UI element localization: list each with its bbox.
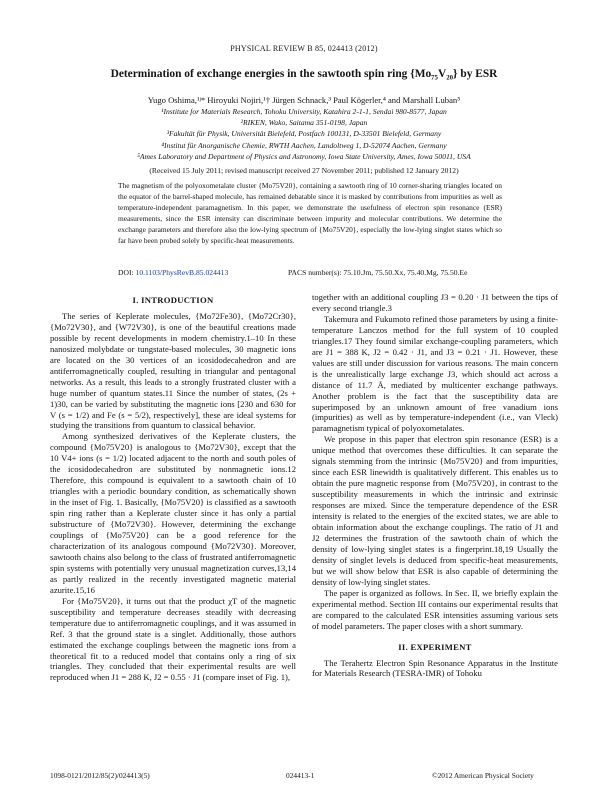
journal-header: PHYSICAL REVIEW B 85, 024413 (2012) [230, 44, 378, 53]
affiliation: ⁵Ames Laboratory and Department of Physics and Astronomy, Iowa State University, Ames, Iowa 50011, USA [137, 152, 471, 161]
footer-page-number: 024413-1 [286, 771, 315, 780]
paragraph: Among synthesized derivatives of the Keplerate clusters, the compound {Mo75V20} is analogous to {Mo72V30}, except that the 10 V4+ ions (s = 1/2) located adjacent to the north and south poles of the icosidodecahedron are substituted by nonmagnetic ions.12 Therefore, this compound is equivalent to a sawtooth chain of 10 triangles with a periodic boundary condition, as schematically shown in the inset of Fig. 1. Basically, {Mo75V20} is classified as a sawtooth spin ring rather than a Keplerate cluster since it has only a partial substructure of {Mo72V30}. However, determining the exchange couplings of {Mo75V20} can be a good reference for the characterization of its analogous compound {Mo72V30}. Moreover, sawtooth chains also belong to the class of frustrated antiferromagnetic spin systems with potentially very unusual magnetization curves,13,14 as partly realized in the recently investigated magnetic material azurite.15,16 [50, 431, 296, 595]
paragraph: The Terahertz Electron Spin Resonance Apparatus in the Institute for Materials Research (TESRA-IMR) of Tohoku [312, 657, 558, 679]
left-column [50, 292, 296, 683]
abstract: The magnetism of the polyoxometalate cluster {Mo75V20}, containing a sawtooth ring of 10 corner-sharing triangles located on the equator of the barrel-shaped molecule, has remained debatable since it is masked by contributions from impurities as well as temperature-independent paramagnetism. In this paper, we demonstrate the usefulness of electron spin resonance (ESR) measurements, since the ESR intensity can discriminate between impurity and molecular contributions. We determine the exchange parameters and therefore also the low-lying spectrum of {Mo75V20}, especially the low-lying singlet states which so far have been probed solely by specific-heat measurements. [118, 181, 502, 245]
paragraph: The paper is organized as follows. In Sec. II, we briefly explain the experimental method. Section III contains our experimental results that are compared to the calculated ESR intensities assuming various sets of model parameters. The paper closes with a short summary. [312, 587, 558, 631]
footer-copyright: ©2012 American Physical Society [432, 771, 534, 780]
section-heading: I. INTRODUCTION [132, 295, 214, 305]
paragraph: Takemura and Fukumoto refined those parameters by using a finite-temperature Lanczos method for the full system of 10 coupled triangles.17 They found similar exchange-coupling parameters, which are J1 = 388 K, J2 = 0.42 · J1, and J3 = 0.21 · J1. However, these values are still under discussion for various reasons. The main concern is the unrealistically large exchange J3, which should act across a distance of 11.7 Å, mediated by multicenter exchange pathways. Another problem is the fact that the susceptibility data are superimposed by an unknown amount of free vanadium ions (impurities) as well as by temperature-independent (i.e., van Vleck) paramagnetism typical of polyoxometalates. [312, 313, 558, 434]
section-heading: II. EXPERIMENT [398, 641, 472, 652]
footer-issn: 1098-0121/2012/85(2)/024413(5) [50, 771, 150, 780]
paragraph: The series of Keplerate molecules, {Mo72Fe30}, {Mo72Cr30}, {Mo72V30}, and {W72V30}, is one of the beautiful creations made possible by recent developments in modern chemistry.1–10 In these nanosized molybdate or tungstate-based molecules, 30 magnetic ions are located on the 30 vertices of an icosidodecahedron and are antiferromagnetically coupled, resulting in triangular and pentagonal networks. As a result, this leads to a strongly frustrated cluster with a huge number of quantum states.11 Since the number of states, (2s + 1)30, can be varied by substituting the magnetic ions [230 and 630 for V (s = 1/2) and Fe (s = 5/2), respectively], these are ideal systems for studying the transitions from quantum to classical behavior. [50, 310, 296, 431]
affiliation: ¹Institute for Materials Research, Tohoku University, Katahira 2-1-1, Sendai 980-8577, Japan [161, 107, 447, 116]
paragraph: We propose in this paper that electron spin resonance (ESR) is a unique method that overcomes these difficulties. It can separate the signals stemming from the intrinsic {Mo75V20} and from impurities, since each ESR linewidth is qualitatively different. This enables us to obtain the pure magnetic response from {Mo75V20}, in contrast to the susceptibility measurements in which the intrinsic and extrinsic responses are mixed. Since the temperature dependence of the ESR intensity is related to the energies of the excited states, we are able to obtain information about the exchange couplings. The ratio of J1 and J2 determines the frustration of the sawtooth chain of which the density of low-lying singlet states is a fingerprint.18,19 Usually the density of singlet levels is deduced from specific-heat measurements, but we will show below that ESR is also capable of determining the density of low-lying singlet states. [312, 434, 558, 587]
paragraph: For {Mo75V20}, it turns out that the product χT of the magnetic susceptibility and temperature decreases steadily with decreasing temperature due to antiferromagnetic couplings, and it was assumed in Ref. 3 that the ground state is a singlet. Additionally, those authors estimated the exchange couplings between the magnetic ions from a theoretical fit to a reduced model that contains only a ring of six triangles. They concluded that their experimental results are well reproduced when J1 = 288 K, J2 = 0.55 · J1 (compare inset of Fig. 1), [50, 595, 296, 683]
affiliation: ³Fakultät für Physik, Universität Bielefeld, Postfach 100131, D-33501 Bielefeld, Germany [166, 129, 442, 138]
doi-link[interactable]: 10.1103/PhysRevB.85.024413 [135, 268, 229, 277]
affiliation: ⁴Institut für Anorganische Chemie, RWTH Aachen, Landoltweg 1, D-52074 Aachen, Germany [161, 141, 447, 150]
right-column [312, 292, 558, 679]
affiliation: ²RIKEN, Wako, Saitama 351-0198, Japan [240, 118, 368, 127]
doi-line [118, 268, 228, 277]
doi-label: DOI: [118, 268, 134, 277]
pacs-numbers: PACS number(s): 75.10.Jm, 75.50.Xx, 75.40.Mg, 75.50.Ee [288, 268, 468, 277]
author-list: Yugo Oshima,¹ʲ* Hiroyuki Nojiri,¹† Jürgen Schnack,³ Paul Kögerler,⁴ and Marshall Luban⁵ [147, 95, 461, 105]
paragraph: together with an additional coupling J3 = 0.20 · J1 between the tips of every second triangle.3 [312, 292, 558, 313]
paper-title: Determination of exchange energies in the sawtooth spin ring {Mo₇₅V₂₀} by ESR [110, 68, 498, 80]
received-dates: (Received 15 July 2011; revised manuscript received 27 November 2011; published 12 January 2012) [149, 166, 459, 175]
